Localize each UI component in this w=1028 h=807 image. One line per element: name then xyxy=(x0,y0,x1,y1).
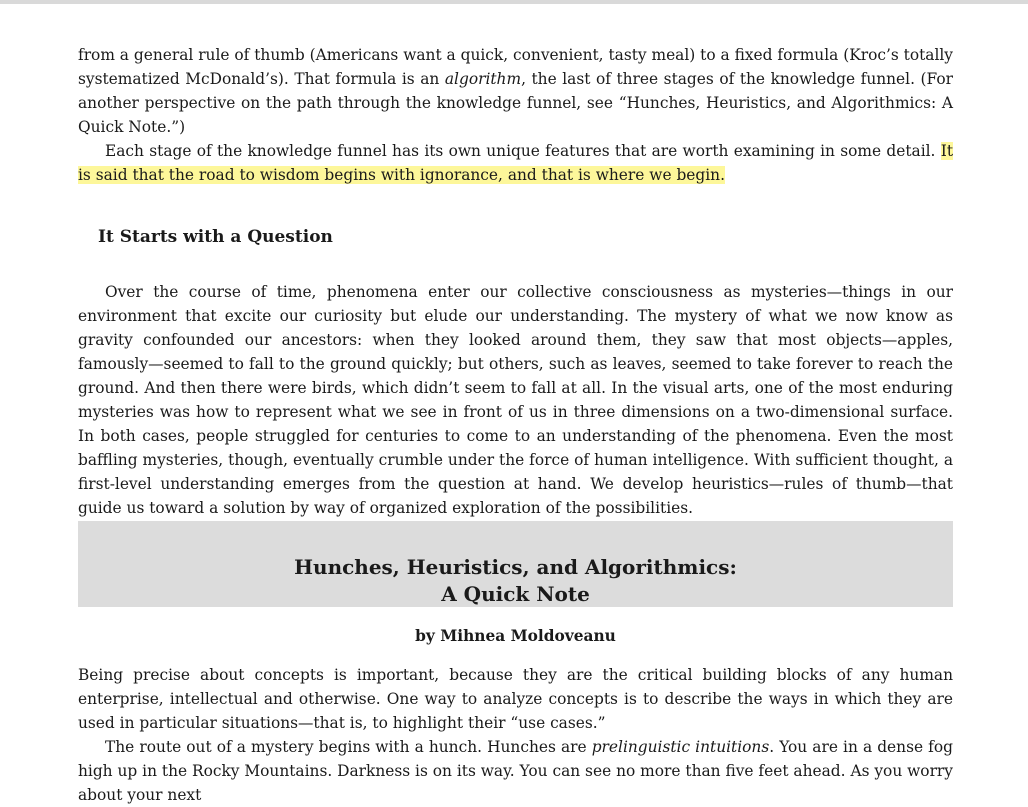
sidebar-title-box xyxy=(78,521,953,607)
sidebar-paragraph-1: Being precise about concepts is important, because they are the critical building blocks of any human enterprise, intellectual and otherwise. One way to analyze concepts is to describe the ways in which they are used in particular situations—that is, to highlight their “use cases.” xyxy=(78,666,953,732)
section-heading: It Starts with a Question xyxy=(98,227,333,247)
intro-paragraph-1 xyxy=(78,43,953,139)
sidebar-paragraph-2 xyxy=(78,735,953,807)
sidebar-p2-text-c: . You are in a dense fog high up in the Rocky Mountains. Darkness is on its way. You can see no more than five feet ahead. As you worry about your next xyxy=(78,738,953,804)
sidebar-p2-text-a: The route out of a mystery begins with a hunch. Hunches are xyxy=(105,738,592,756)
intro-paragraph-2 xyxy=(78,139,953,187)
document-page xyxy=(78,42,953,807)
intro-p1-emphasis: algorithm xyxy=(444,70,522,88)
intro-p1-text-a: from a general rule of thumb (Americans want a quick, convenient, tasty meal) to a fixed formula (Kroc’s totally systematized McDonald’s). That formula is an xyxy=(78,46,953,88)
highlighted-text[interactable]: It is said that the road to wisdom begins with ignorance, and that is where we begin. xyxy=(78,142,953,184)
sidebar-title-line-2: A Quick Note xyxy=(441,582,590,606)
sidebar-byline: by Mihnea Moldoveanu xyxy=(415,627,616,645)
section-paragraph: Over the course of time, phenomena enter our collective consciousness as mysteries—things in our environment that excite our curiosity but elude our understanding. The mystery of what we now know as gravity confounded our ancestors: when they looked around them, they saw that most objects—apples, famously—seemed to fall to the ground quickly; but others, such as leaves, seemed to take forever to reach the ground. And then there were birds, which didn’t seem to fall at all. In the visual arts, one of the most enduring mysteries was how to represent what we see in front of us in three dimensions on a two-dimensional surface. In both cases, people struggled for centuries to come to an understanding of the phenomena. Even the most baffling mysteries, though, eventually crumble under the force of human intelligence. With sufficient thought, a first-level understanding emerges from the question at hand. We develop heuristics—rules of thumb—that guide us toward a solution by way of organized exploration of the possibilities. xyxy=(78,283,953,517)
intro-p1-text-c: , the last of three stages of the knowledge funnel. (For another perspective on the path through the knowledge funnel, see “Hunches, Heuristics, and Algorithmics: A Quick Note.”) xyxy=(78,70,953,136)
sidebar-title-line-1: Hunches, Heuristics, and Algorithmics: xyxy=(294,555,737,579)
intro-p2-text: Each stage of the knowledge funnel has its own unique features that are worth examining in some detail. xyxy=(105,142,941,160)
page-top-border xyxy=(0,0,1028,4)
sidebar-p2-emphasis: prelinguistic intuitions xyxy=(591,738,770,756)
